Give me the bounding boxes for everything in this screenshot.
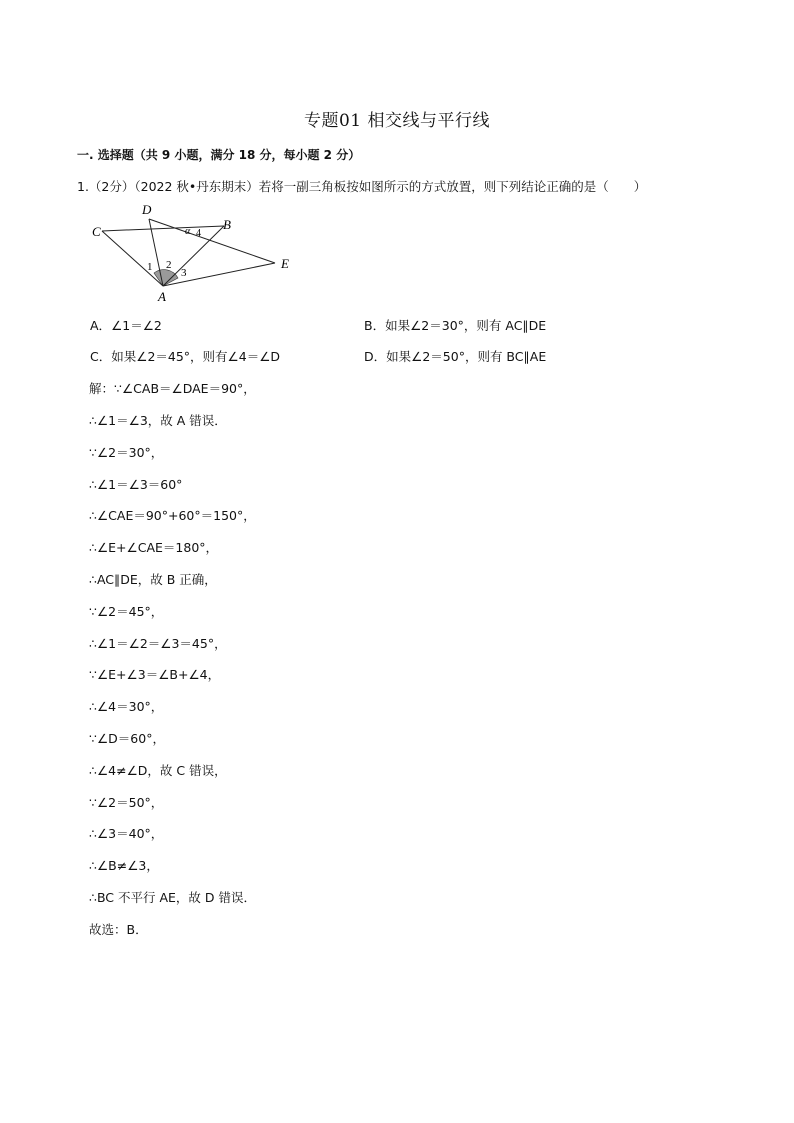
solution-line: ∵∠2＝45°， [89, 604, 164, 619]
solution-line: ∵∠E+∠3＝∠B+∠4， [89, 667, 221, 682]
segment-ca [102, 231, 163, 286]
option-c-text: 如果∠2＝45°，则有∠4＝∠D [111, 349, 281, 364]
segment-cb [102, 226, 224, 231]
solution-line: ∴∠1＝∠3，故 A 错误． [89, 413, 227, 428]
label-c: C [92, 224, 101, 239]
solution-line: ∴∠E+∠CAE＝180°， [89, 540, 219, 555]
solution-line: ∵∠2＝50°， [89, 795, 164, 810]
label-b: B [223, 217, 231, 232]
option-a-text: ∠1＝∠2 [111, 318, 162, 333]
option-c-label: C． [90, 349, 112, 364]
option-b[interactable] [364, 316, 546, 334]
option-b-label: B． [364, 318, 386, 333]
label-alpha: α [185, 226, 191, 237]
option-b-text: 如果∠2＝30°，则有 AC∥DE [385, 318, 547, 333]
label-angle-4: 4 [196, 228, 201, 239]
section-heading: 一. 选择题（共 9 小题，满分 18 分，每小题 2 分） [77, 148, 361, 162]
solution-line: ∴∠4＝30°， [89, 699, 164, 714]
label-angle-2: 2 [166, 259, 172, 271]
solution-line: 故选：B． [89, 922, 148, 937]
option-d-text: 如果∠2＝50°，则有 BC∥AE [386, 349, 547, 364]
solution-line: ∴∠B≠∠3， [89, 858, 159, 873]
solution-line: ∴∠3＝40°， [89, 826, 164, 841]
solution-line: ∴∠4≠∠D，故 C 错误， [89, 763, 227, 778]
option-d-label: D． [364, 349, 387, 364]
solution-line: ∴∠1＝∠3＝60° [89, 477, 183, 492]
option-a-label: A． [90, 318, 112, 333]
label-e: E [281, 256, 289, 271]
label-d: D [142, 202, 152, 217]
question-stem: 1.（2分）（2022 秋•丹东期末）若将一副三角板按如图所示的方式放置，则下列结论正确的是（ ） [77, 179, 647, 194]
geometry-figure [90, 200, 300, 305]
segment-ae [163, 263, 275, 286]
solution-line: ∴BC 不平行 AE，故 D 错误． [89, 890, 257, 905]
label-angle-1: 1 [147, 261, 153, 273]
option-c[interactable] [90, 347, 280, 365]
solution-line: 解：∵∠CAB＝∠DAE＝90°， [89, 381, 256, 396]
segment-de [149, 219, 275, 263]
solution-line: ∴∠1＝∠2＝∠3＝45°， [89, 636, 227, 651]
label-a: A [158, 289, 166, 304]
solution-line: ∴AC∥DE，故 B 正确， [89, 572, 217, 587]
page-title: 专题01 相交线与平行线 [303, 111, 491, 131]
solution-line: ∵∠D＝60°， [89, 731, 165, 746]
option-d[interactable] [364, 347, 546, 365]
solution-line: ∴∠CAE＝90°+60°＝150°， [89, 508, 256, 523]
label-angle-3: 3 [181, 267, 187, 279]
option-a[interactable] [90, 316, 162, 334]
solution-line: ∵∠2＝30°， [89, 445, 164, 460]
